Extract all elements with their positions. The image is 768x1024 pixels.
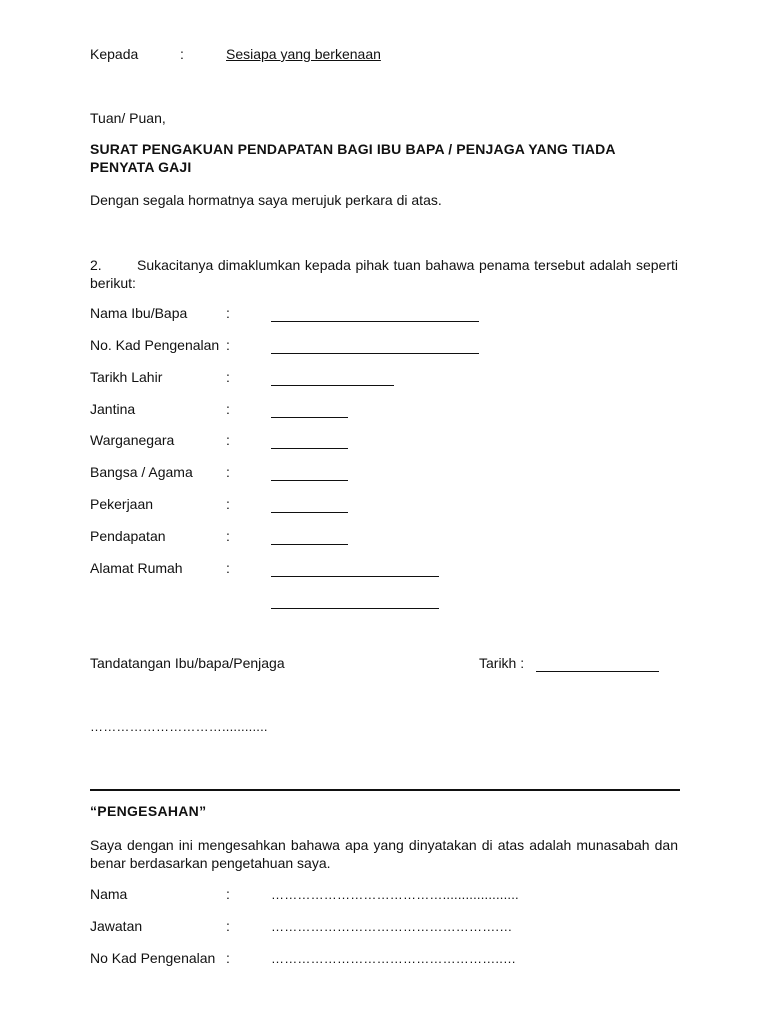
field-label-alamat-rumah: Alamat Rumah <box>90 560 183 576</box>
signature-dotted-line[interactable]: …………………………............ <box>90 719 268 734</box>
field-colon: : <box>226 886 230 902</box>
field-colon: : <box>226 528 230 544</box>
field-colon: : <box>226 464 230 480</box>
to-label: Kepada <box>90 46 139 62</box>
alamat-rumah-blank-line-1[interactable] <box>271 576 439 577</box>
to-colon: : <box>180 46 184 62</box>
field-label-pekerjaan: Pekerjaan <box>90 496 154 512</box>
pendapatan-blank-line[interactable] <box>271 544 348 545</box>
jantina-blank-line[interactable] <box>271 417 348 418</box>
salutation: Tuan/ Puan, <box>90 110 166 126</box>
field-colon: : <box>226 950 230 966</box>
field-label-warganegara: Warganegara <box>90 432 175 448</box>
field-colon: : <box>226 918 230 934</box>
bangsa-agama-blank-line[interactable] <box>271 480 348 481</box>
paragraph-2 <box>90 256 678 292</box>
field-colon: : <box>226 401 230 417</box>
verify-nama-dotted-line[interactable]: ………………………………….................... <box>271 887 519 902</box>
verify-label-kad-pengenalan: No Kad Pengenalan <box>90 950 216 966</box>
letter-subject: SURAT PENGAKUAN PENDAPATAN BAGI IBU BAPA / PENJAGA YANG TIADA PENYATA GAJI <box>90 141 616 175</box>
verify-label-nama: Nama <box>90 886 128 902</box>
field-label-jantina: Jantina <box>90 401 136 417</box>
field-label-tarikh-lahir: Tarikh Lahir <box>90 369 163 385</box>
field-colon: : <box>226 496 230 512</box>
date-blank-line[interactable] <box>536 671 659 672</box>
field-label-pendapatan: Pendapatan <box>90 528 166 544</box>
field-colon: : <box>226 560 230 576</box>
verify-label-jawatan: Jawatan <box>90 918 143 934</box>
paragraph-text: Sukacitanya dimaklumkan kepada pihak tuan bahawa penama tersebut adalah seperti berikut: <box>90 257 678 291</box>
field-label-bangsa-agama: Bangsa / Agama <box>90 464 193 480</box>
paragraph-number: 2. <box>90 257 102 273</box>
verification-heading: “PENGESAHAN” <box>90 803 207 819</box>
alamat-rumah-blank-line-2[interactable] <box>271 608 439 609</box>
field-colon: : <box>226 432 230 448</box>
pekerjaan-blank-line[interactable] <box>271 512 348 513</box>
field-label-nama: Nama Ibu/Bapa <box>90 305 188 321</box>
field-colon: : <box>226 337 230 353</box>
verification-statement: Saya dengan ini mengesahkan bahawa apa yang dinyatakan di atas adalah munasabah dan benar berdasarkan pengetahuan saya. <box>90 837 678 871</box>
field-colon: : <box>226 369 230 385</box>
nama-blank-line[interactable] <box>271 321 479 322</box>
signature-label: Tandatangan Ibu/bapa/Penjaga <box>90 655 285 671</box>
field-label-kad-pengenalan: No. Kad Pengenalan <box>90 337 220 353</box>
field-colon: : <box>226 305 230 321</box>
verify-jawatan-dotted-line[interactable]: …………………………………………….… <box>271 919 513 934</box>
warganegara-blank-line[interactable] <box>271 448 348 449</box>
tarikh-lahir-blank-line[interactable] <box>271 385 394 386</box>
date-label: Tarikh : <box>479 655 525 671</box>
verify-kad-pengenalan-dotted-line[interactable]: ……………………………………………..… <box>271 951 517 966</box>
kad-pengenalan-blank-line[interactable] <box>271 353 479 354</box>
opening-line: Dengan segala hormatnya saya merujuk perkara di atas. <box>90 192 442 208</box>
section-divider <box>90 789 680 791</box>
recipient-value: Sesiapa yang berkenaan <box>226 46 381 62</box>
